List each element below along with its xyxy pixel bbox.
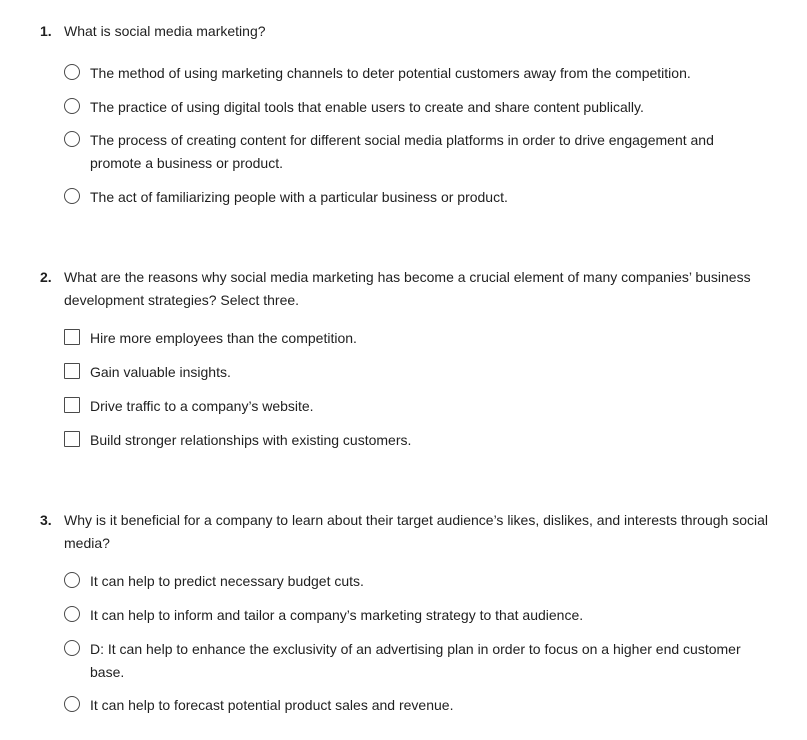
option-label: The practice of using digital tools that enable users to create and share content publically.	[90, 99, 644, 115]
checkbox[interactable]	[64, 397, 80, 413]
option-1b[interactable]	[64, 96, 754, 119]
option-2b[interactable]	[64, 361, 754, 384]
option-label: It can help to forecast potential product sales and revenue.	[90, 697, 454, 713]
question-text: Why is it beneficial for a company to learn about their target audience’s likes, dislikes, and interests through social media?	[64, 512, 768, 551]
option-2c[interactable]	[64, 395, 754, 418]
radio-button[interactable]	[64, 98, 80, 114]
question-2	[40, 266, 780, 448]
option-label: Drive traffic to a company’s website.	[90, 398, 314, 414]
radio-button[interactable]	[64, 606, 80, 622]
option-2d[interactable]	[64, 429, 754, 452]
question-1	[40, 20, 780, 205]
radio-button[interactable]	[64, 572, 80, 588]
checkbox[interactable]	[64, 431, 80, 447]
question-3	[40, 509, 780, 713]
question-number: 3.	[40, 512, 52, 528]
option-label: Hire more employees than the competition.	[90, 330, 357, 346]
radio-button[interactable]	[64, 640, 80, 656]
option-label: The method of using marketing channels to deter potential customers away from the competition.	[90, 65, 691, 81]
option-1d[interactable]	[64, 186, 754, 209]
radio-button[interactable]	[64, 696, 80, 712]
option-label: It can help to inform and tailor a company’s marketing strategy to that audience.	[90, 607, 584, 623]
option-3c[interactable]	[64, 638, 754, 684]
question-number: 1.	[40, 23, 52, 39]
option-label: It can help to predict necessary budget cuts.	[90, 573, 364, 589]
question-number: 2.	[40, 269, 52, 285]
option-1a[interactable]	[64, 62, 754, 85]
option-label: Build stronger relationships with existing customers.	[90, 432, 412, 448]
question-text: What are the reasons why social media marketing has become a crucial element of many companies’ business development strategies? Select three.	[64, 269, 751, 308]
option-3d[interactable]	[64, 694, 754, 717]
option-label: D: It can help to enhance the exclusivity of an advertising plan in order to focus on a higher end customer base.	[90, 641, 741, 680]
checkbox[interactable]	[64, 363, 80, 379]
radio-button[interactable]	[64, 188, 80, 204]
question-text: What is social media marketing?	[64, 23, 266, 39]
radio-button[interactable]	[64, 131, 80, 147]
radio-button[interactable]	[64, 64, 80, 80]
checkbox[interactable]	[64, 329, 80, 345]
option-3b[interactable]	[64, 604, 754, 627]
option-2a[interactable]	[64, 327, 754, 350]
option-label: The process of creating content for different social media platforms in order to drive engagement and promote a business or product.	[90, 132, 714, 171]
option-3a[interactable]	[64, 570, 754, 593]
option-label: The act of familiarizing people with a particular business or product.	[90, 189, 508, 205]
option-1c[interactable]	[64, 129, 754, 175]
option-label: Gain valuable insights.	[90, 364, 231, 380]
